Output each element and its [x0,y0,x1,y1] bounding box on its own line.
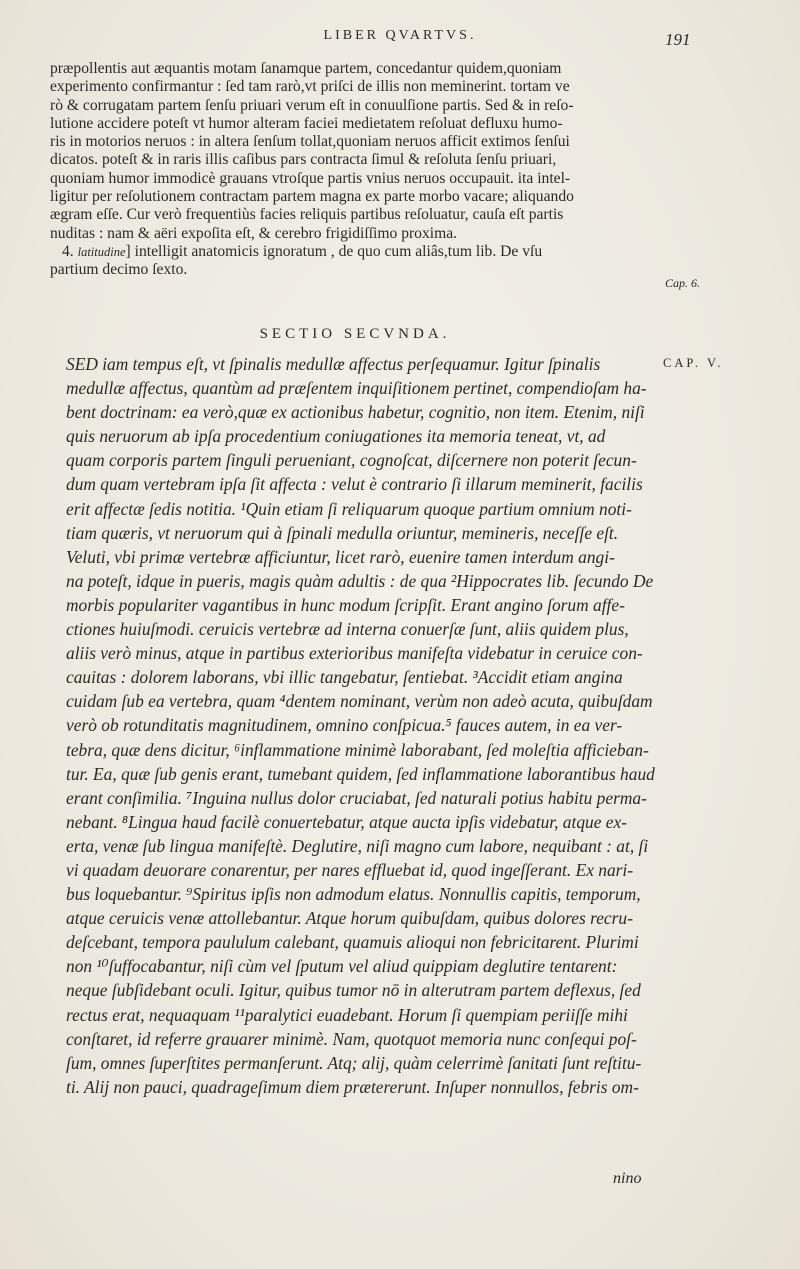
text-line: quoniam humor immodicè grauans vtroſque partis vnius neruos occupauit. ita intel- [50,169,571,187]
text-line: bent doctrinam: ea verò,quæ ex actionibus habetur, cognitio, non item. Etenim, niſi [66,402,645,423]
text-line: ligitur per reſolutionem contractam partem magna ex parte morbo vacare; aliquando [50,188,574,206]
text-line: vi quadam deuorare conarentur, per nares effluebat id, quod ingeſſerant. Ex nari- [66,859,634,880]
text-line: ris in motorios neruos : in altera ſenſum tollat,quoniam neruos afficit extimos ſenſui [50,133,570,151]
text-line: nebant. ⁸Lingua haud facilè conuertebatur, atque aucta ipſis videbatur, atque ex- [66,811,628,832]
catchword: nino [613,1170,642,1187]
text-line: experimento confirmantur : ſed tam rarò,vt priſci de illis non meminerint. tortam ve [50,78,570,96]
main-text [66,352,658,1099]
text-line: ſum, omnes ſuperſtites permanſerunt. Atq; alij, quàm celerrimè ſanitati ſunt reſtitu- [66,1052,642,1073]
text-line: non ¹⁰ſuffocabantur, niſi cùm vel ſputum vel aliud quippiam deglutire tentarent: [66,956,618,977]
text-line: deſcebant, tempora paululum calebant, quamuis alioqui non febricitarent. Plurimi [66,932,639,953]
text-line: bus loquebantur. ⁹Spiritus ipſis non admodum elatus. Nonnullis capitis, temporum, [66,884,641,905]
section-title: SECTIO SECVNDA. [259,326,451,342]
text-line: tur. Ea, quæ ſub genis erant, tumebant quidem, ſed inflammatione laborantibus haud [66,763,655,784]
text-line: rò & corrugatam partem ſenſu priuari verum eſt in conuulſione partis. Sed & in reſo- [50,96,574,114]
text-line: erant conſimilia. ⁷Inguina nullus dolor cruciabat, ſed naturali potius habitu perma- [66,787,647,808]
text-line: cauitas : dolorem laborans, vbi illic tangebatur, ſentiebat. ³Accidit etiam angina [66,667,623,688]
text-line: Veluti, vbi primæ vertebræ afficiuntur, licet rarò, euenire tamen interdum angi- [66,546,615,567]
text-line: verò ob rotunditatis magnitudinem, omnino conſpicua.⁵ fauces autem, in ea ver- [66,715,623,736]
margin-note-cap6: Cap. 6. [665,276,701,290]
upper-commentary [50,60,662,280]
note-4-line: 4. latitudine] intelligit anatomicis ignoratum , de quo cum aliâs,tum lib. De vſu [62,242,543,260]
text-line: cuidam ſub ea vertebra, quam ⁴dentem nominant, verùm non adeò acuta, quibuſdam [66,691,653,712]
text-line: atque ceruicis venæ attollebantur. Atque horum quibuſdam, quibus dolores recru- [66,908,633,929]
text-line: morbis populariter vagantibus in hunc modum ſcripſit. Erant angino ſorum affe- [66,594,625,615]
text-line: præpollentis aut æquantis motam ſanamque partem, concedantur quidem,quoniam [50,60,562,77]
text-line: conſtaret, id referre grauarer minimè. Nam, quotquot memoria nunc conſequi poſ- [66,1028,637,1049]
margin-note-cap5: CAP. V. [663,356,724,370]
text-line: quis neruorum ab ipſa procedentium coniugationes ita memoria teneat, vt, ad [66,426,606,447]
text-line: SED iam tempus eſt, vt ſpinalis medullæ affectus perſequamur. Igitur ſpinalis [66,354,601,374]
page-number: 191 [665,30,691,49]
text-line: erta, venæ ſub lingua manifeſtè. Deglutire, niſi magno cum labore, nequibant : at, ſi [66,835,649,856]
text-line: ctiones huiuſmodi. ceruicis vertebræ ad interna conuerſæ ſunt, aliis quidem plus, [66,619,629,640]
note-text: intelligit anatomicis ignoratum , de quo cum aliâs,tum lib. De vſu [134,242,543,260]
text-line: rectus erat, nequaquam ¹¹paralytici euadebant. Horum ſi quempiam periiſſe mihi [66,1004,628,1025]
text-line: dum quam vertebram ipſa ſit affecta : velut è contrario ſi illarum meminerit, facilis [66,474,643,495]
text-line: neque ſubſidebant oculi. Igitur, quibus tumor nō in alterutram partem deflexus, ſed [66,980,641,1001]
note-lemma: latitudine [77,244,126,259]
text-line: tiam quæris, vt neruorum qui à ſpinali medulla oriuntur, memineris, neceſſe eſt. [66,522,619,543]
text-line: dicatos. poteſt & in raris illis caſibus pars contracta ſimul & reſoluta ſenſu priuari, [50,151,557,169]
text-line: tebra, quæ dens dicitur, ⁶inflammatione minimè laborabant, ſed moleſtia afficieban- [66,739,649,760]
text-line: ti. Alij non pauci, quadrageſimum diem prætererunt. Inſuper nonnullos, febris om- [66,1076,639,1097]
text-line: medullæ affectus, quantùm ad præſentem inquiſitionem pertinet, compendioſam ha- [66,378,647,399]
text-line: nuditas : nam & aëri expoſita eſt, & cerebro frigidiſſimo proxima. [50,224,458,242]
text-line: erit affectæ ſedis notitia. ¹Quin etiam ſi reliquarum quoque partium omnium noti- [66,498,632,519]
text-line: quam corporis partem ſinguli perueniant, cognoſcat, diſcernere non poterit ſecun- [66,450,637,471]
text-line: aliis verò minus, atque in partibus exterioribus manifeſta videbatur in ceruice con- [66,643,643,664]
text-line: lutione accidere poteſt vt humor alteram faciei medietatem reſoluat defluxu humo- [50,114,563,132]
running-head: LIBER QVARTVS. [323,28,477,43]
note-number: 4. [62,242,74,260]
text-line: partium decimo ſexto. [50,261,188,279]
text-line: na poteſt, idque in pueris, magis quàm adultis : de qua ²Hippocrates lib. ſecundo De [66,570,654,591]
text-line: ægram eſſe. Cur verò frequentiùs facies reliquis partibus reſoluatur, cauſa eſt partis [50,206,564,224]
